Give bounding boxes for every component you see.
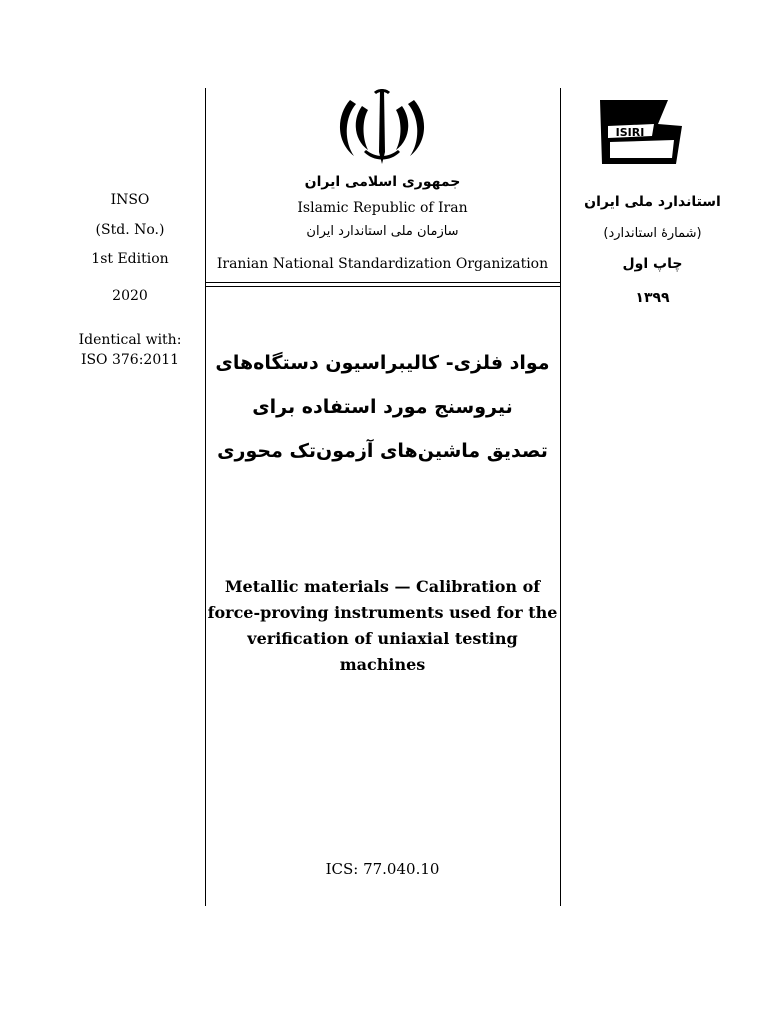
identical-std: ISO 376:2011 bbox=[80, 352, 180, 368]
identical-label: Identical with: bbox=[78, 332, 182, 348]
edition-label: 1st Edition bbox=[91, 251, 169, 267]
title-fa-line-3: تصدیق ماشین‌های آزمون‌تک محوری bbox=[217, 440, 548, 462]
org-fa: سازمان ملی استاندارد ایران bbox=[306, 224, 459, 239]
year-label: 2020 bbox=[112, 288, 148, 304]
title-en-line-2: force-proving instruments used for the bbox=[207, 603, 558, 622]
republic-fa: جمهوری اسلامی ایران bbox=[304, 174, 461, 190]
org-en: Iranian National Standardization Organization bbox=[216, 256, 549, 272]
iran-emblem-icon bbox=[334, 86, 430, 170]
right-divider bbox=[560, 88, 561, 906]
std-no-label: (Std. No.) bbox=[95, 222, 165, 238]
std-no-fa: (شمارهٔ استاندارد) bbox=[603, 226, 702, 241]
edition-fa: چاپ اول bbox=[622, 256, 683, 272]
year-fa: ۱۳۹۹ bbox=[635, 290, 670, 306]
org-code: INSO bbox=[110, 192, 150, 208]
title-en-line-3: verification of uniaxial testing bbox=[247, 629, 518, 648]
standard-name-fa: استاندارد ملی ایران bbox=[584, 194, 721, 210]
header-rule-bottom bbox=[205, 286, 560, 287]
title-fa-line-1: مواد فلزی- کالیبراسیون دستگاه‌های bbox=[215, 352, 550, 374]
title-fa-line-2: نیروسنج مورد استفاده برای bbox=[252, 396, 513, 418]
header-rule-top bbox=[205, 282, 560, 283]
ics-code: ICS: 77.040.10 bbox=[325, 860, 440, 878]
svg-text:ISIRI: ISIRI bbox=[615, 126, 645, 139]
title-en-line-1: Metallic materials — Calibration of bbox=[224, 577, 541, 596]
title-en-line-4: machines bbox=[339, 655, 426, 674]
isiri-logo-icon bbox=[596, 96, 686, 168]
republic-en: Islamic Republic of Iran bbox=[297, 200, 468, 216]
